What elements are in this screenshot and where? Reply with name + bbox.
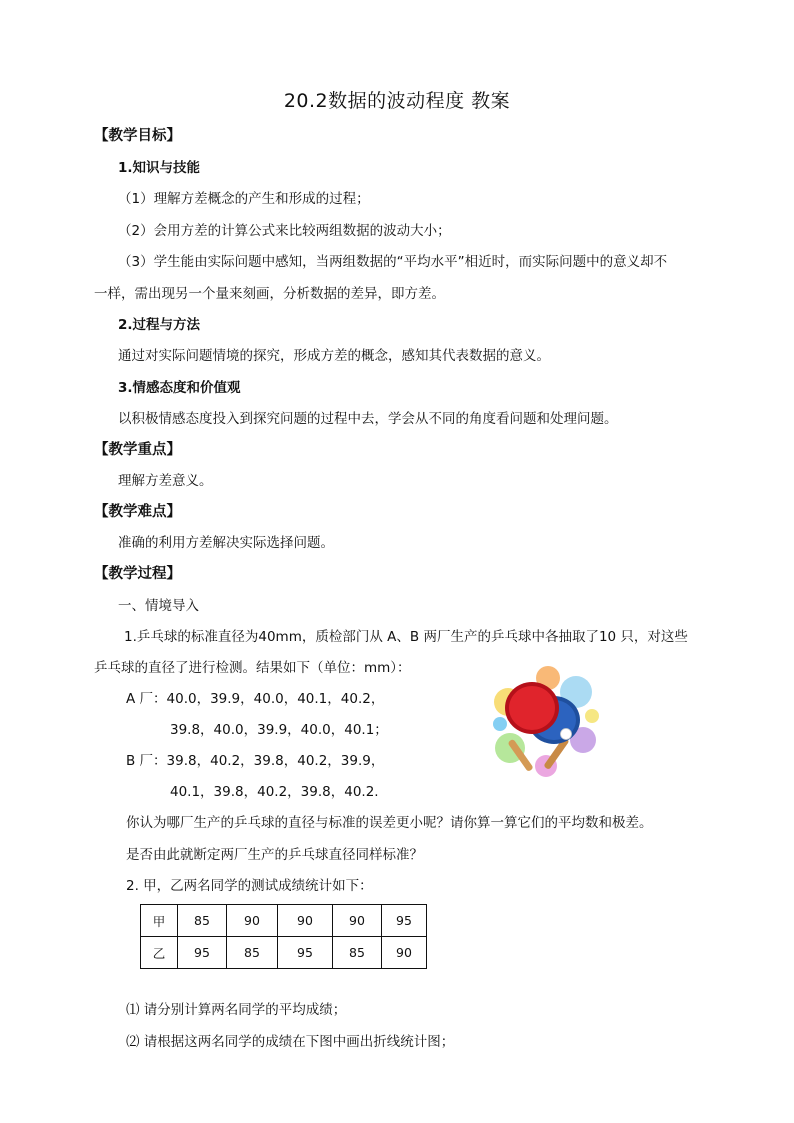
goal-item-2: （2）会用方差的计算公式来比较两组数据的波动大小；	[118, 223, 451, 239]
table-cell: 90	[227, 905, 278, 937]
factory-a-line2: 39.8，40.0，39.9，40.0，40.1；	[170, 722, 388, 738]
table-cell: 90	[382, 937, 427, 969]
intro-heading: 一、情境导入	[118, 598, 199, 614]
goal-item-3: （3）学生能由实际问题中感知，当两组数据的“平均水平”相近时，而实际问题中的意义却不	[118, 254, 668, 270]
section-heading-difficulty: 【教学难点】	[94, 504, 181, 520]
process-text: 通过对实际问题情境的探究，形成方差的概念，感知其代表数据的意义。	[118, 348, 550, 364]
factory-b-line1: B 厂：39.8，40.2，39.8，40.2，39.9，	[126, 753, 385, 769]
attitude-text: 以积极情感态度投入到探究问题的过程中去，学会从不同的角度看问题和处理问题。	[118, 411, 618, 427]
sub-question-1: ⑴ 请分别计算两名同学的平均成绩；	[126, 1002, 347, 1018]
question-1: 你认为哪厂生产的乒乓球的直径与标准的误差更小呢？请你算一算它们的平均数和极差。	[126, 815, 653, 831]
goal-item-1: （1）理解方差概念的产生和形成的过程；	[118, 191, 370, 207]
question-2: 是否由此就断定两厂生产的乒乓球直径同样标准？	[126, 847, 423, 863]
table-cell: 95	[278, 937, 333, 969]
table-cell: 90	[333, 905, 382, 937]
problem1-line1: 1.乒乓球的标准直径为40mm，质检部门从 A、B 两厂生产的乒乓球中各抽取了10 只，对这些	[124, 629, 688, 645]
score-table	[140, 904, 427, 969]
subheading-attitude: 3.情感态度和价值观	[118, 380, 241, 396]
subheading-knowledge: 1.知识与技能	[118, 160, 201, 176]
row-label-yi: 乙	[141, 937, 178, 969]
difficulty-text: 准确的利用方差解决实际选择问题。	[118, 535, 334, 551]
section-heading-key-point: 【教学重点】	[94, 442, 181, 458]
table-cell: 85	[178, 905, 227, 937]
table-row	[141, 937, 427, 969]
subheading-process: 2.过程与方法	[118, 317, 201, 333]
table-cell: 90	[278, 905, 333, 937]
table-cell: 95	[178, 937, 227, 969]
problem1-line2: 乒乓球的直径了进行检测。结果如下（单位：mm）：	[94, 660, 411, 676]
ping-pong-paddles-image	[488, 662, 600, 780]
table-cell: 85	[333, 937, 382, 969]
factory-b-line2: 40.1，39.8，40.2，39.8，40.2.	[170, 784, 379, 800]
page-title: 20.2数据的波动程度 教案	[283, 90, 511, 112]
key-point-text: 理解方差意义。	[118, 473, 213, 489]
problem2-line: 2. 甲，乙两名同学的测试成绩统计如下：	[126, 878, 373, 894]
goal-item-3-continued: 一样，需出现另一个量来刻画，分析数据的差异，即方差。	[94, 286, 445, 302]
factory-a-line1: A 厂：40.0，39.9，40.0，40.1，40.2，	[126, 691, 385, 707]
sub-question-2: ⑵ 请根据这两名同学的成绩在下图中画出折线统计图；	[126, 1034, 455, 1050]
table-cell: 85	[227, 937, 278, 969]
table-cell: 95	[382, 905, 427, 937]
section-heading-goals: 【教学目标】	[94, 128, 181, 144]
table-row	[141, 905, 427, 937]
section-heading-process: 【教学过程】	[94, 566, 181, 582]
row-label-jia: 甲	[141, 905, 178, 937]
